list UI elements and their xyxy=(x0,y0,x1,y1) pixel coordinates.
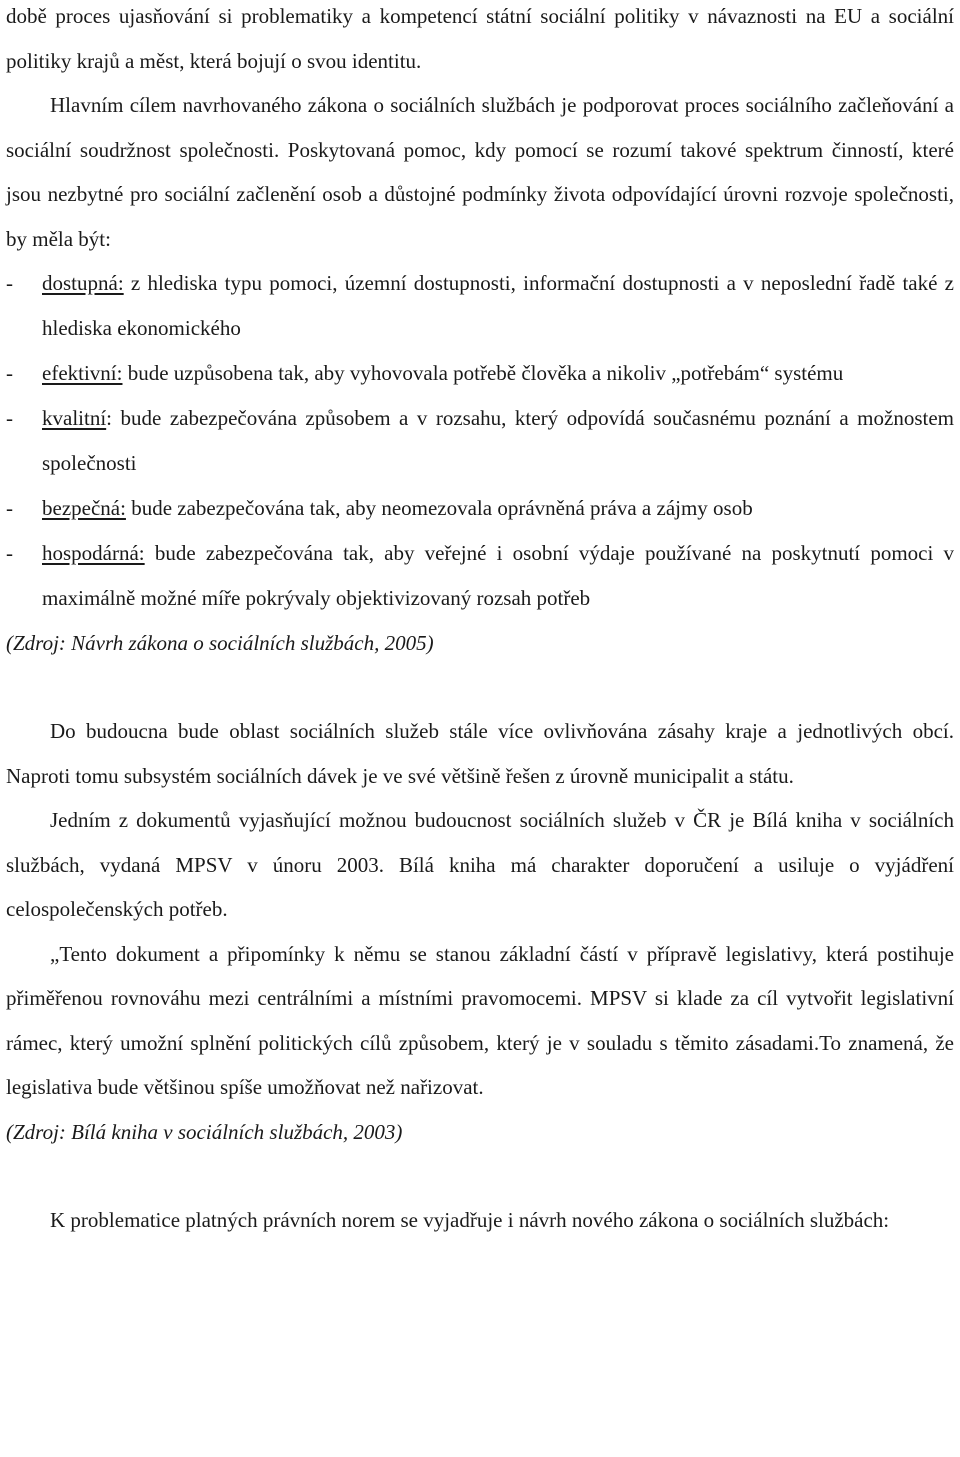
list-dash: - xyxy=(6,496,13,520)
criteria-item-dostupna xyxy=(6,261,954,351)
future-paragraph: Do budoucna bude oblast sociálních služeb stále více ovlivňována zásahy kraje a jednotlivých obcí. Naproti tomu subsystém sociálních dávek je ve své většině řešen z úrovně municipalit a státu. xyxy=(6,719,954,788)
list-dash: - xyxy=(6,361,13,385)
paragraph-spacer xyxy=(6,1154,954,1198)
criteria-term: efektivní: xyxy=(42,361,123,385)
list-dash: - xyxy=(6,406,13,430)
list-dash: - xyxy=(6,541,13,565)
closing-paragraph: K problematice platných právních norem se vyjadřuje i návrh nového zákona o sociálních službách: xyxy=(50,1207,890,1232)
intro-continuation-paragraph: době proces ujasňování si problematiky a kompetencí státní sociální politiky v návaznosti na EU a sociální politiky krajů a měst, která bojují o svou identitu. xyxy=(6,4,954,73)
main-paragraph: Hlavním cílem navrhovaného zákona o sociálních službách je podporovat proces sociálního začleňování a sociální soudržnost společnosti. Poskytovaná pomoc, kdy pomocí se rozumí takové spektrum činností, které jsou nezbytné pro sociální začlenění osob a důstojné podmínky života odpovídající úrovni rozvoje společnosti, by měla být: xyxy=(6,93,954,251)
criteria-item-bezpecna xyxy=(6,486,954,531)
criteria-text: bude uzpůsobena tak, aby vyhovovala potřebě člověka a nikoliv „potřebám“ systému xyxy=(122,361,844,385)
criteria-list xyxy=(6,261,954,621)
criteria-item-efektivni xyxy=(6,351,954,396)
criteria-term: kvalitní xyxy=(42,406,107,430)
criteria-item-hospodarna xyxy=(6,531,954,621)
criteria-text: bude zabezpečována tak, aby veřejné i osobní výdaje používané na poskytnutí pomoci v maximálně možné míře pokrývaly objektivizovaný rozsah potřeb xyxy=(42,541,954,610)
source-citation: (Zdroj: Bílá kniha v sociálních službách, 2003) xyxy=(6,1119,403,1144)
quote-paragraph: „Tento dokument a připomínky k němu se stanou základní částí v přípravě legislativy, která postihuje přiměřenou rovnováhu mezi centrálními a místními pravomocemi. MPSV si klade za cíl vytvořit legislativní rámec, který umožní splnění politických cílů způsobem, který je v souladu s těmito zásadami.To znamená, že legislativa bude většinou spíše umožňovat než nařizovat. xyxy=(6,941,954,1099)
criteria-item-kvalitni xyxy=(6,396,954,486)
criteria-text: bude zabezpečována tak, aby neomezovala oprávněná práva a zájmy osob xyxy=(125,496,753,520)
criteria-term: hospodárná: xyxy=(42,541,145,565)
criteria-term: dostupná: xyxy=(42,271,124,295)
criteria-term: bezpečná: xyxy=(42,496,126,520)
criteria-text: z hlediska typu pomoci, územní dostupnosti, informační dostupnosti a v neposlední řadě také z hlediska ekonomického xyxy=(42,271,954,340)
source-citation: (Zdroj: Návrh zákona o sociálních službách, 2005) xyxy=(6,631,434,655)
paragraph-spacer xyxy=(6,665,954,709)
criteria-text: : bude zabezpečována způsobem a v rozsahu, který odpovídá současnému poznání a možnostem společnosti xyxy=(42,406,954,475)
list-dash: - xyxy=(6,271,13,295)
white-book-paragraph: Jedním z dokumentů vyjasňující možnou budoucnost sociálních služeb v ČR je Bílá kniha v sociálních službách, vydaná MPSV v únoru 2003. Bílá kniha má charakter doporučení a usiluje o vyjádření celospolečenských potřeb. xyxy=(6,808,954,921)
